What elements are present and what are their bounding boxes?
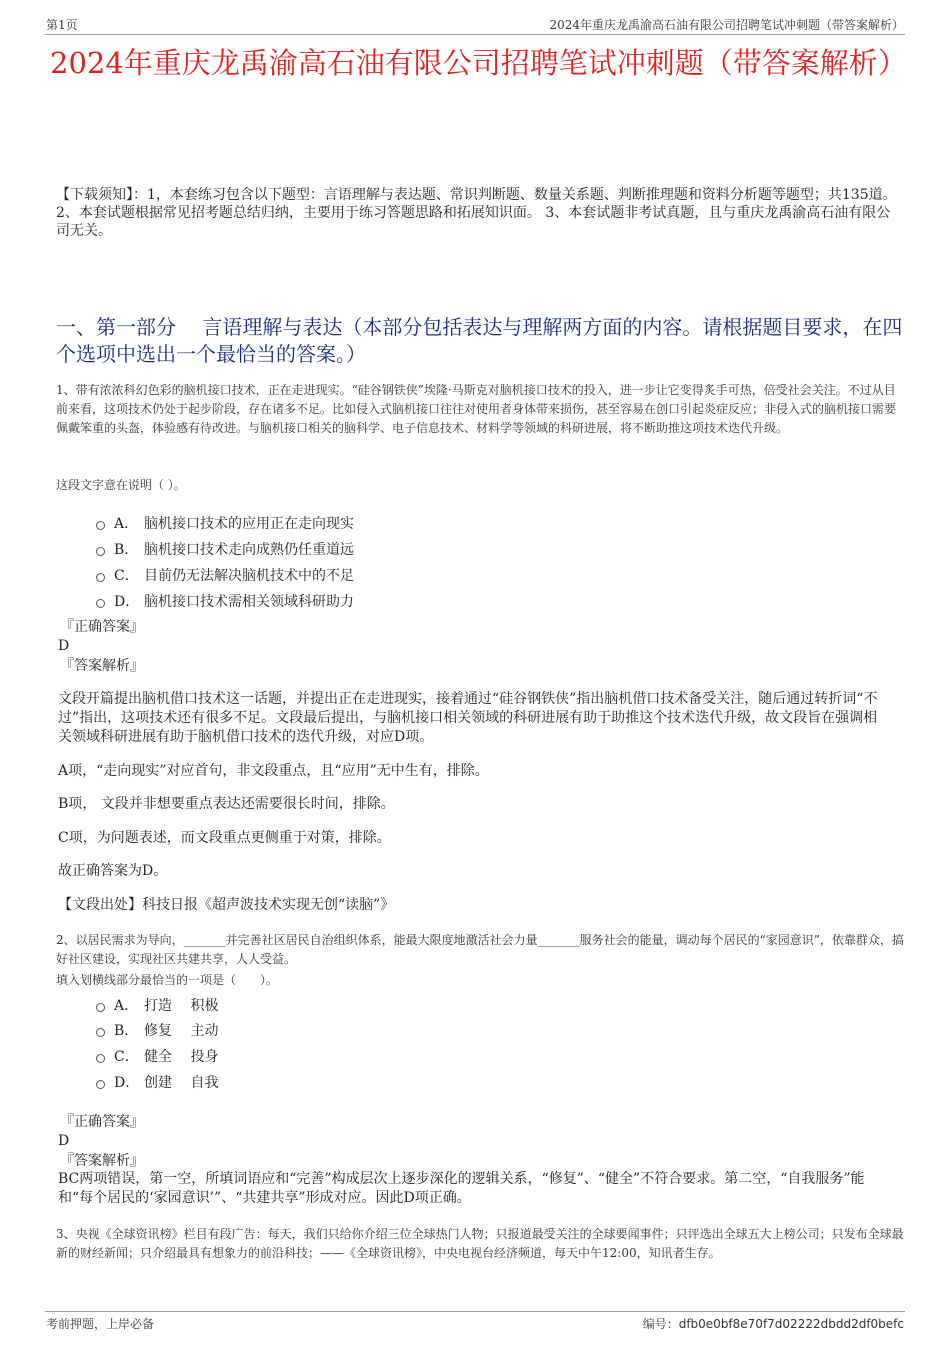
option-letter: A．	[114, 998, 139, 1014]
q1-analysis-para-2: A项，“走向现实”对应首句，非文段重点，且“应用”无中生有，排除。	[58, 763, 489, 779]
q2-option-c[interactable]	[96, 1046, 218, 1066]
question-2-prompt: 填入划横线部分最恰当的一项是（ ）。	[56, 973, 279, 987]
question-3-stem: 3、央视《全球资讯榜》栏目有段广告：每天，我们只给你介绍三位全球热门人物；只报道最受关注的全球要闻事件；只评选出全球五大上榜公司；只发布全球最新的财经新闻；只介绍最具有想象力的前沿科技；——《全球资讯榜》，中央电视台经济频道，每天中午12:00，知讯者生存。	[56, 1227, 904, 1260]
option-letter: B．	[114, 1023, 139, 1039]
section-heading: 一、第一部分 言语理解与表达（本部分包括表达与理解两方面的内容。请根据题目要求，在四个选项中选出一个最恰当的答案。）	[56, 315, 903, 366]
option-letter: C．	[114, 1049, 139, 1065]
option-letter: D．	[114, 1075, 140, 1091]
option-text: 脑机接口技术走向成熟仍任重道远	[144, 542, 354, 558]
option-text: 脑机接口技术需相关领域科研助力	[144, 594, 354, 610]
q1-analysis-para-3: B项， 文段并非想要重点表达还需要很长时间，排除。	[58, 796, 395, 812]
radio-icon[interactable]	[96, 1003, 105, 1012]
footer-code-label: 编号：	[642, 1317, 679, 1331]
q1-option-d[interactable]	[96, 591, 354, 611]
q1-analysis-para-4: C项，为问题表述，而文段重点更侧重于对策，排除。	[58, 830, 391, 846]
q2-option-d[interactable]	[96, 1072, 218, 1092]
header-doc-title: 2024年重庆龙禹渝高石油有限公司招聘笔试冲刺题（带答案解析）	[549, 18, 904, 32]
radio-icon[interactable]	[96, 547, 105, 556]
question-1-prompt: 这段文字意在说明（ ）。	[56, 478, 186, 492]
q1-source: 【文段出处】科技日报《超声波技术实现无创“读脑”》	[58, 897, 395, 913]
page-number: 第1页	[46, 18, 78, 32]
radio-icon[interactable]	[96, 1028, 105, 1037]
q1-option-c[interactable]	[96, 565, 354, 585]
option-letter: D．	[114, 594, 140, 610]
option-letter: C．	[114, 568, 139, 584]
q2-analysis-label: 『答案解析』	[60, 1153, 144, 1169]
footer-slogan: 考前押题，上岸必备	[46, 1317, 155, 1331]
q1-analysis-para-5: 故正确答案为D。	[58, 863, 168, 879]
radio-icon[interactable]	[96, 573, 105, 582]
option-text: 健全 投身	[144, 1049, 219, 1065]
header-rule	[45, 34, 905, 35]
q1-option-b[interactable]	[96, 539, 354, 559]
q2-option-a[interactable]	[96, 995, 218, 1015]
q1-analysis-label: 『答案解析』	[60, 658, 144, 674]
option-letter: A．	[114, 516, 139, 532]
q2-analysis: BC两项错误，第一空，所填词语应和“完善”构成层次上逐步深化的逻辑关系，“修复”、“健全”不符合要求。第二空，“自我服务”能和“每个居民的‘家园意识’”、“共建共享”形成对应。因此D项正确。	[58, 1171, 865, 1206]
q1-answer-label: 『正确答案』	[60, 619, 144, 635]
q1-answer: D	[58, 638, 70, 654]
question-2-stem: 2、以居民需求为导向，_______并完善社区居民自治组织体系，能最大限度地激活社会力量_______服务社会的能量，调动每个居民的“家园意识”，依靠群众，搞好社区建设，实现社区共建共享，人人受益。	[56, 933, 904, 966]
q2-answer: D	[58, 1133, 70, 1149]
footer-code-value: dfb0e0bf8e70f7d02222dbdd2df0befc	[678, 1317, 904, 1331]
option-text: 修复 主动	[144, 1023, 219, 1039]
option-text: 创建 自我	[144, 1075, 219, 1091]
radio-icon[interactable]	[96, 1080, 105, 1089]
question-1-stem: 1、带有浓浓科幻色彩的脑机接口技术，正在走进现实。“硅谷钢铁侠”埃隆·马斯克对脑机接口技术的投入，进一步让它变得炙手可热，倍受社会关注。不过从目前来看，这项技术仍处于起步阶段，存在诸多不足。比如侵入式脑机接口往往对使用者身体带来损伤，甚至容易在创口引起炎症反应；非侵入式的脑机接口需要佩戴笨重的头盔，体验感有待改进。与脑机接口相关的脑科学、电子信息技术、材料学等领域的科研进展，将不断助推这项技术迭代升级。	[56, 383, 897, 435]
q2-option-b[interactable]	[96, 1020, 218, 1040]
q1-option-a[interactable]	[96, 513, 354, 533]
option-text: 打造 积极	[144, 998, 219, 1014]
footer-code	[643, 1315, 904, 1332]
q2-answer-label: 『正确答案』	[60, 1114, 144, 1130]
footer-rule	[45, 1311, 905, 1312]
radio-icon[interactable]	[96, 1054, 105, 1063]
option-text: 目前仍无法解决脑机技术中的不足	[144, 568, 354, 584]
download-notice: 【下载须知】：1，本套练习包含以下题型：言语理解与表达题、常识判断题、数量关系题、判断推理题和资料分析题等题型；共135道。 2、本套试题根据常见招考题总结归纳，主要用于练习答题思路和拓展知识面。 3、本套试题非考试真题，且与重庆龙禹渝高石油有限公司无关。	[56, 187, 897, 239]
radio-icon[interactable]	[96, 599, 105, 608]
q1-analysis-para-1: 文段开篇提出脑机借口技术这一话题，并提出正在走进现实，接着通过“硅谷钢铁侠”指出脑机借口技术备受关注，随后通过转折词“不过”指出，这项技术还有很多不足。文段最后提出，与脑机接口相关领域的科研进展有助于助推这个技术迭代升级，故文段旨在强调相关领域科研进展有助于脑机借口技术的迭代升级，对应D项。	[58, 691, 878, 745]
option-text: 脑机接口技术的应用正在走向现实	[144, 516, 354, 532]
option-letter: B．	[114, 542, 139, 558]
radio-icon[interactable]	[96, 521, 105, 530]
page-title: 2024年重庆龙禹渝高石油有限公司招聘笔试冲刺题（带答案解析）	[50, 46, 907, 80]
